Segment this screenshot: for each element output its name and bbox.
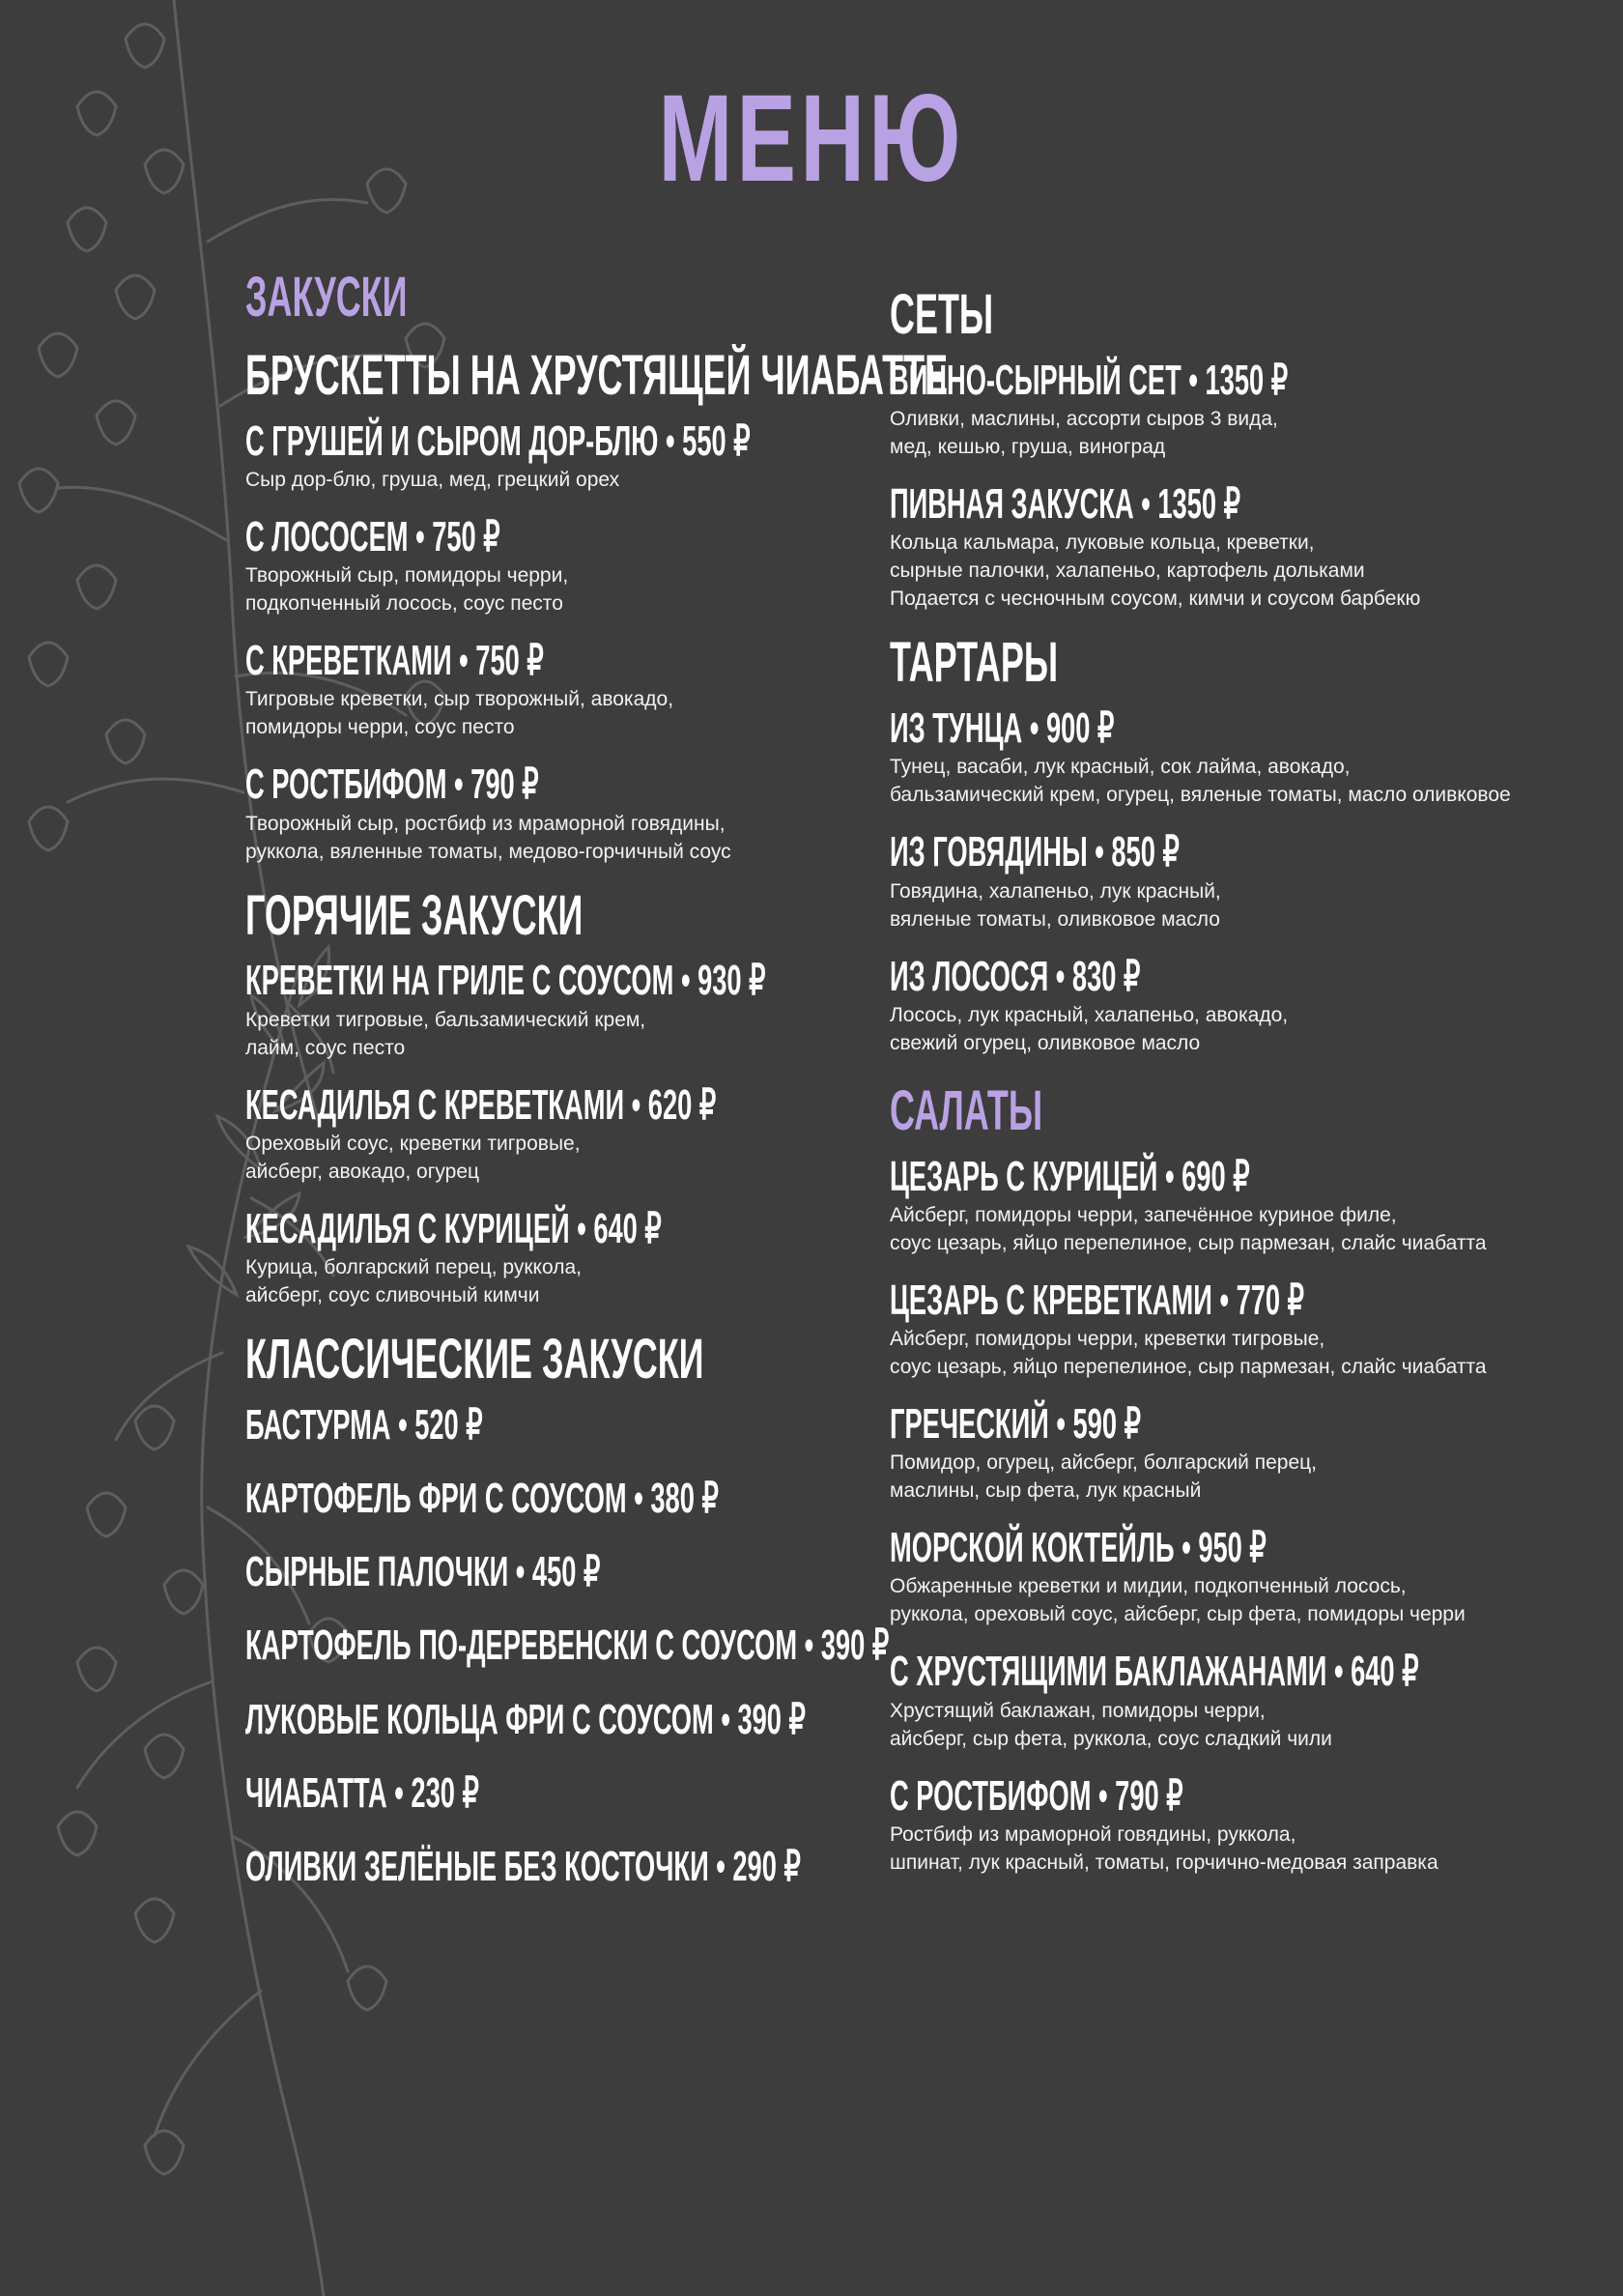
menu-item	[890, 952, 1605, 1057]
menu-item	[245, 1622, 890, 1670]
menu-item	[890, 1152, 1605, 1257]
item-title: С ЛОСОСЕМ • 750 ₽	[245, 512, 500, 560]
item-title: ЦЕЗАРЬ С КРЕВЕТКАМИ • 770 ₽	[890, 1276, 1305, 1324]
menu-item	[245, 639, 864, 741]
item-title: ЦЕЗАРЬ С КУРИЦЕЙ • 690 ₽	[890, 1152, 1250, 1200]
item-title: КЕСАДИЛЬЯ С КУРИЦЕЙ • 640 ₽	[245, 1204, 662, 1252]
menu-item	[890, 1650, 1605, 1752]
menu-item	[245, 1204, 864, 1309]
item-title: КАРТОФЕЛЬ ФРИ С СОУСОМ • 380 ₽	[245, 1475, 719, 1523]
item-title: С РОСТБИФОМ • 790 ₽	[245, 761, 539, 809]
menu-item	[245, 1768, 864, 1817]
menu-item	[245, 1695, 864, 1743]
item-title: С РОСТБИФОМ • 790 ₽	[890, 1771, 1183, 1820]
group-title: БРУСКЕТТЫ НА ХРУСТЯЩЕЙ ЧИАБАТТЕ	[245, 343, 949, 407]
menu-item	[245, 1080, 864, 1186]
item-title: ГРЕЧЕСКИЙ • 590 ₽	[890, 1399, 1141, 1448]
item-description: Оливки, маслины, ассорти сыров 3 вида, мед, кешью, груша, виноград	[890, 408, 1278, 459]
item-description: Курица, болгарский перец, руккола, айсберг, соус сливочный кимчи	[245, 1255, 582, 1306]
menu-item	[245, 512, 864, 617]
menu-item	[890, 1771, 1605, 1877]
group-title: СЕТЫ	[890, 283, 994, 346]
menu-title: МЕНЮ	[658, 70, 965, 208]
item-title: ПИВНАЯ ЗАКУСКА • 1350 ₽	[890, 480, 1240, 529]
item-description: Айсберг, помидоры черри, запечённое куриное филе, соус цезарь, яйцо перепелиное, сыр пармезан, слайс чиабатта	[890, 1203, 1487, 1254]
menu-item	[245, 1550, 864, 1594]
item-title: МОРСКОЙ КОКТЕЙЛЬ • 950 ₽	[890, 1524, 1267, 1572]
group-title: ТАРТАРЫ	[890, 631, 1059, 695]
item-title: СЫРНЫЕ ПАЛОЧКИ • 450 ₽	[245, 1548, 601, 1596]
item-description: Кольца кальмара, луковые кольца, креветки, сырные палочки, халапеньо, картофель дольками Подается с чесночным соусом, кимчи и соусом барбекю	[890, 531, 1421, 611]
menu-item	[890, 482, 1605, 613]
item-title: С КРЕВЕТКАМИ • 750 ₽	[245, 637, 544, 685]
item-description: Творожный сыр, помидоры черри, подкопченный лосось, соус песто	[245, 564, 569, 616]
menu-item	[245, 959, 864, 1061]
group-sets	[890, 283, 1605, 613]
item-title: ИЗ ГОВЯДИНЫ • 850 ₽	[890, 828, 1180, 876]
menu-item	[890, 356, 1605, 461]
group-classic-appetizers	[245, 1327, 890, 1890]
item-title: ОЛИВКИ ЗЕЛЁНЫЕ БЕЗ КОСТОЧКИ • 290 ₽	[245, 1843, 801, 1890]
menu-item	[890, 1278, 1605, 1381]
item-description: Тигровые креветки, сыр творожный, авокадо, помидоры черри, соус песто	[245, 688, 674, 739]
item-title: ЧИАБАТТА • 230 ₽	[245, 1768, 479, 1817]
item-title: С ХРУСТЯЩИМИ БАКЛАЖАНАМИ • 640 ₽	[890, 1648, 1419, 1696]
item-description: Айсберг, помидоры черри, креветки тигровые, соус цезарь, яйцо перепелиное, сыр пармезан, слайс чиабатта	[890, 1327, 1487, 1378]
item-description: Помидор, огурец, айсберг, болгарский перец, маслины, сыр фета, лук красный	[890, 1451, 1318, 1503]
menu-item	[245, 1400, 864, 1449]
group-title: ГОРЯЧИЕ ЗАКУСКИ	[245, 883, 584, 947]
menu-item	[245, 1477, 864, 1521]
menu-item	[890, 830, 1605, 933]
group-title: САЛАТЫ	[890, 1078, 1043, 1142]
menu-item	[890, 706, 1605, 809]
group-salads	[890, 1078, 1605, 1877]
item-description: Лосось, лук красный, халапеньо, авокадо, свежий огурец, оливковое масло	[890, 1003, 1289, 1054]
group-bruschetta	[245, 343, 949, 866]
item-title: ВИННО-СЫРНЫЙ СЕТ • 1350 ₽	[890, 356, 1289, 404]
item-title: ИЗ ЛОСОСЯ • 830 ₽	[890, 952, 1141, 1000]
item-title: БАСТУРМА • 520 ₽	[245, 1400, 483, 1449]
menu-item	[245, 416, 864, 494]
item-title: ЛУКОВЫЕ КОЛЬЦА ФРИ С СОУСОМ • 390 ₽	[245, 1695, 806, 1743]
item-description: Творожный сыр, ростбиф из мраморной говядины, руккола, вяленные томаты, медово-горчичный соус	[245, 812, 731, 863]
item-description: Обжаренные креветки и мидии, подкопченный лосось, руккола, ореховый соус, айсберг, сыр фета, помидоры черри	[890, 1575, 1466, 1626]
item-description: Тунец, васаби, лук красный, сок лайма, авокадо, бальзамический крем, огурец, вяленые томаты, масло оливковое	[890, 756, 1511, 807]
group-hot-appetizers	[245, 883, 864, 1309]
group-tartare	[890, 631, 1605, 1056]
item-description: Креветки тигровые, бальзамический крем, лайм, соус песто	[245, 1008, 646, 1059]
item-description: Ростбиф из мраморной говядины, руккола, шпинат, лук красный, томаты, горчично-медовая заправка	[890, 1822, 1438, 1874]
group-title: КЛАССИЧЕСКИЕ ЗАКУСКИ	[245, 1327, 704, 1391]
item-title: КАРТОФЕЛЬ ПО-ДЕРЕВЕНСКИ С СОУСОМ • 390 ₽	[245, 1622, 890, 1670]
item-description: Хрустящий баклажан, помидоры черри, айсберг, сыр фета, руккола, соус сладкий чили	[890, 1699, 1332, 1750]
menu-item	[245, 1845, 864, 1889]
menu-item	[890, 1399, 1605, 1505]
menu-item	[890, 1526, 1605, 1628]
section-title-zakuski: ЗАКУСКИ	[245, 266, 408, 329]
menu-item	[245, 762, 864, 865]
item-description: Сыр дор-блю, груша, мед, грецкий орех	[245, 468, 620, 491]
right-column	[890, 283, 1605, 1898]
item-description: Ореховый соус, креветки тигровые, айсберг, авокадо, огурец	[245, 1132, 581, 1183]
item-title: КЕСАДИЛЬЯ С КРЕВЕТКАМИ • 620 ₽	[245, 1080, 717, 1129]
item-title: С ГРУШЕЙ И СЫРОМ ДОР-БЛЮ • 550 ₽	[245, 416, 751, 465]
item-title: ИЗ ТУНЦА • 900 ₽	[890, 704, 1115, 753]
item-title: КРЕВЕТКИ НА ГРИЛЕ С СОУСОМ • 930 ₽	[245, 957, 766, 1005]
item-description: Говядина, халапеньо, лук красный, вяленые томаты, оливковое масло	[890, 879, 1221, 931]
